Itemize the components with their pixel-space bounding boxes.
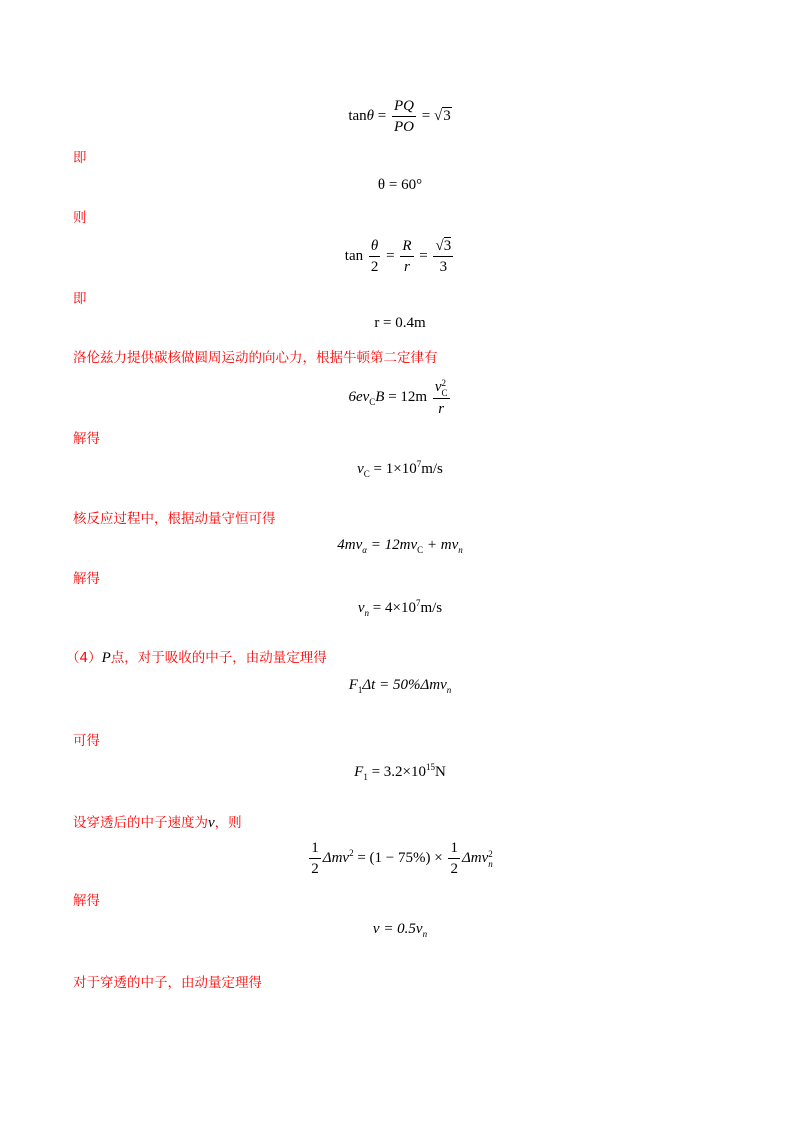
eq3-den-3: 3	[439, 259, 448, 275]
eq10-exp: 15	[426, 762, 435, 772]
eq7-b-sub: C	[417, 545, 424, 555]
eq3-radicand: 3	[443, 238, 452, 254]
eq3-den-2: r	[403, 259, 410, 275]
equation-r-value	[0, 315, 800, 332]
velocity-var-v: v	[208, 815, 215, 831]
eq3-fraction-3	[433, 236, 453, 277]
part4-var-P: P	[101, 650, 111, 666]
eq9-F: F	[348, 677, 358, 693]
eq11-fraction-1	[309, 838, 321, 879]
eq5-lhs: 6ev	[348, 389, 370, 406]
eq1-sqrt-symbol: √	[433, 107, 443, 124]
equation-momentum-conservation	[0, 537, 800, 555]
eq7-b: = 12mv	[370, 537, 418, 553]
eq5-num-supsub	[442, 378, 448, 398]
eq12-v: v	[372, 921, 380, 937]
eq10-unit: N	[435, 764, 446, 780]
eq1-equals-2: =	[421, 107, 431, 124]
eq11-num-2: 1	[448, 838, 460, 859]
eq11-a: Δmv	[322, 849, 350, 866]
eq5-rhs: = 12m	[388, 389, 428, 406]
eq7-c: + mv	[426, 537, 459, 553]
text-line-ze: 则	[73, 210, 87, 226]
eq7-c-sub: n	[458, 545, 463, 555]
part4-prefix: （4）	[66, 650, 102, 666]
velocity-prefix: 设穿透后的中子速度为	[73, 815, 208, 831]
eq7-a: 4mv	[337, 537, 363, 553]
eq1-tan: tan	[348, 107, 367, 124]
eq8-sub: n	[364, 608, 370, 618]
eq5-fraction	[433, 377, 450, 419]
equation-impulse-absorbed	[0, 677, 800, 695]
eq6-v: v	[357, 461, 364, 477]
text-line-ji-2: 即	[73, 291, 87, 307]
eq5-B: B	[375, 389, 385, 406]
eq2-text: θ = 60°	[377, 177, 423, 193]
eq5-num-sup: 2	[441, 377, 447, 388]
eq12-rest: = 0.5v	[383, 921, 423, 937]
velocity-suffix: ，则	[214, 815, 242, 831]
equation-F1-value	[0, 762, 800, 782]
text-line-jiede-2: 解得	[73, 571, 100, 587]
eq11-num-1: 1	[309, 838, 321, 859]
equation-tan-theta	[0, 96, 800, 137]
eq10-rest: = 3.2×10	[371, 764, 426, 780]
text-line-momentum: 核反应过程中，根据动量守恒可得	[73, 511, 276, 527]
eq8-v: v	[357, 600, 365, 616]
eq1-equals: =	[377, 107, 387, 124]
text-line-lorentz: 洛伦兹力提供碳核做圆周运动的向心力，根据牛顿第二定律有	[73, 350, 438, 366]
text-line-ji-1: 即	[73, 150, 87, 166]
part4-suffix: 点，对于吸收的中子，由动量定理得	[110, 650, 327, 666]
equation-theta-60	[0, 177, 800, 194]
text-line-velocity-after	[73, 815, 242, 831]
equation-lorentz-force	[0, 377, 800, 419]
text-line-jiede-1: 解得	[73, 431, 100, 447]
eq11-den-1: 2	[311, 861, 319, 877]
eq7-a-sub: α	[362, 545, 367, 555]
eq8-exp: 7	[415, 598, 421, 608]
eq9-rest: = 50%Δmv	[379, 677, 447, 693]
eq11-b-sup: 2	[488, 848, 493, 859]
eq5-num-sub: C	[441, 387, 448, 398]
eq1-theta: θ	[366, 107, 375, 124]
eq4-text: r = 0.4m	[374, 315, 426, 331]
eq3-sqrt-symbol: √	[435, 238, 444, 254]
eq11-den-2: 2	[450, 861, 458, 877]
equation-vn-value	[0, 598, 800, 618]
eq8-rest: = 4×10	[372, 600, 416, 616]
equation-v-value	[0, 921, 800, 939]
eq9-F-sub: 1	[357, 685, 363, 695]
text-line-penetrating: 对于穿透的中子，由动量定理得	[73, 975, 262, 991]
eq6-sub: C	[363, 469, 370, 479]
eq3-den-1: 2	[370, 259, 379, 275]
eq1-fraction	[392, 96, 416, 137]
eq6-unit: m/s	[421, 461, 443, 477]
eq10-F: F	[354, 764, 364, 780]
eq3-num-2: R	[400, 236, 413, 257]
text-line-part-4	[66, 650, 327, 666]
text-line-jiede-3: 解得	[73, 893, 100, 909]
eq11-b-supsub	[488, 849, 493, 869]
eq9-rest-sub: n	[446, 685, 452, 695]
eq3-tan: tan	[344, 247, 364, 264]
eq3-num-1: θ	[369, 236, 381, 257]
eq5-num-v: v	[434, 379, 442, 395]
eq11-fraction-2	[448, 838, 460, 879]
eq5-numerator	[433, 377, 450, 399]
eq3-equals-2: =	[419, 247, 428, 264]
eq11-b-sub: n	[488, 858, 493, 869]
eq12-rest-sub: n	[422, 929, 428, 939]
eq3-fraction-1	[369, 236, 381, 277]
eq6-exp: 7	[416, 459, 422, 469]
eq1-numerator: PQ	[392, 96, 416, 117]
text-line-kede: 可得	[73, 733, 100, 749]
eq1-sqrt	[434, 108, 452, 125]
eq6-rest: = 1×10	[373, 461, 417, 477]
eq8-unit: m/s	[420, 600, 443, 616]
eq9-dt: Δt	[362, 677, 376, 693]
eq11-mid: = (1 − 75%) ×	[357, 849, 443, 866]
eq1-denominator: PO	[393, 119, 414, 135]
eq5-lhs-sub: C	[369, 397, 376, 408]
equation-kinetic-energy	[0, 838, 800, 879]
equation-tan-half-theta	[0, 236, 800, 277]
eq11-a-sup: 2	[349, 847, 354, 858]
eq3-fraction-2	[400, 236, 413, 277]
eq3-equals: =	[386, 247, 395, 264]
eq1-radicand: 3	[443, 107, 451, 124]
eq10-F-sub: 1	[363, 772, 368, 782]
eq5-denominator: r	[438, 400, 445, 417]
eq3-num-3	[433, 236, 453, 257]
equation-vc-value	[0, 459, 800, 479]
eq11-b: Δmv	[461, 849, 489, 866]
